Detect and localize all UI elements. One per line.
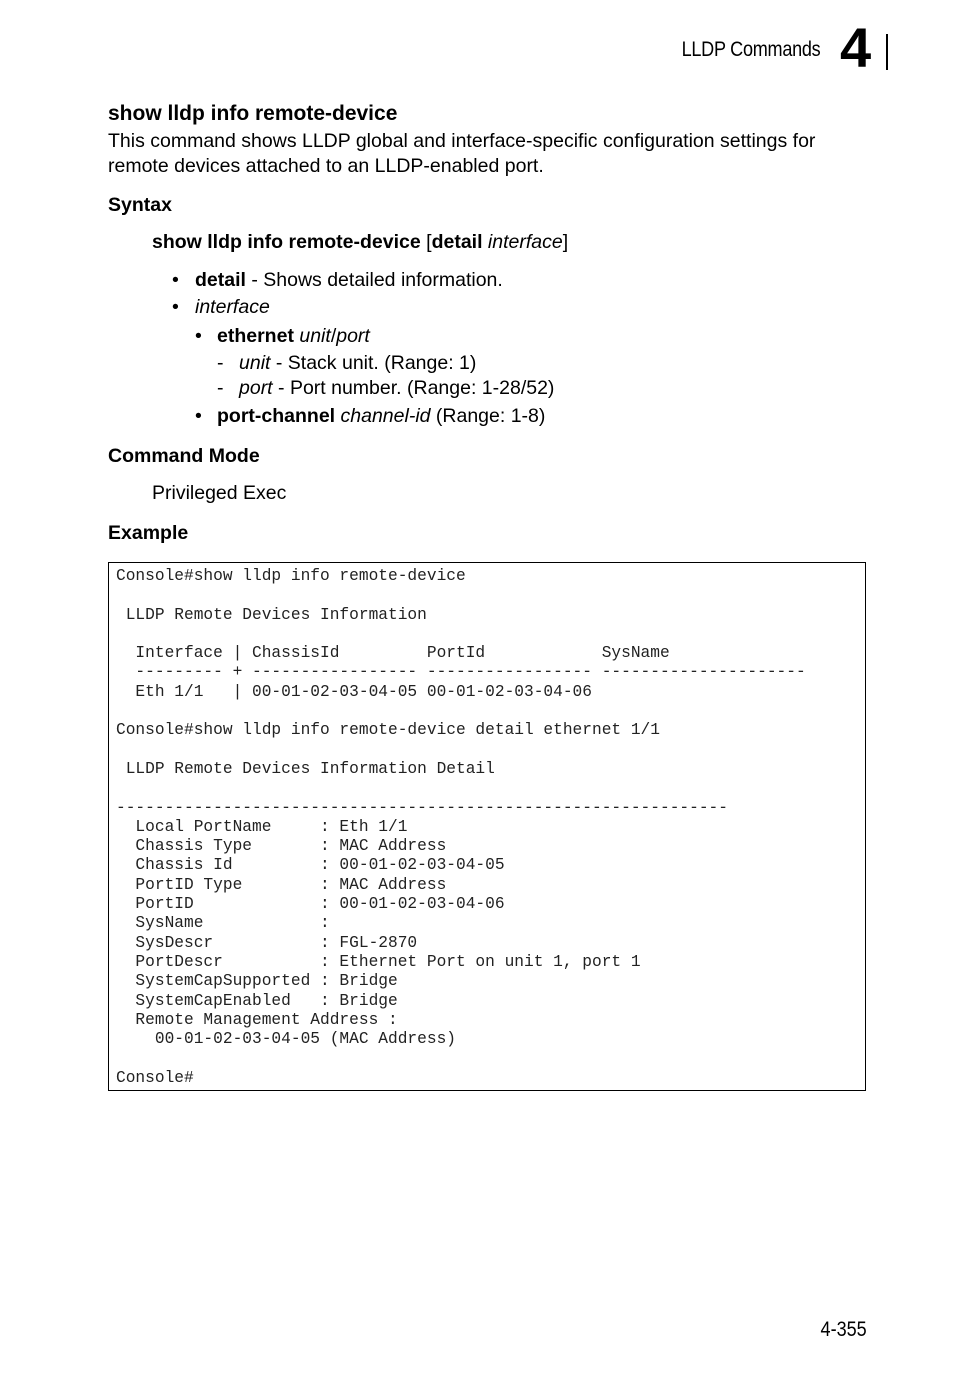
bullet-icon: • xyxy=(172,296,179,318)
running-header: LLDP Commands xyxy=(681,38,820,61)
param-ethernet xyxy=(217,325,370,348)
page-number: 4-355 xyxy=(820,1318,867,1341)
syntax-close-bracket: ] xyxy=(562,231,569,253)
command-mode-heading: Command Mode xyxy=(108,445,260,467)
param-unit xyxy=(239,352,476,375)
example-code-box xyxy=(108,562,866,1091)
param-ethernet-unit: unit xyxy=(299,325,331,347)
param-port xyxy=(239,377,554,400)
syntax-detail-keyword: detail xyxy=(431,231,483,253)
param-unit-keyword: unit xyxy=(239,352,271,374)
syntax-heading: Syntax xyxy=(108,194,172,216)
param-detail-keyword: detail xyxy=(195,269,246,291)
chapter-rule xyxy=(886,34,888,70)
param-detail xyxy=(195,269,503,292)
param-port-description: - Port number. (Range: 1-28/52) xyxy=(272,377,555,399)
param-interface xyxy=(195,296,270,319)
command-mode-value: Privileged Exec xyxy=(152,482,287,504)
example-code: Console#show lldp info remote-device LLDP Remote Devices Information Interface | ChassisId PortId SysName --------- + ----------------- ----------------- --------------------- Eth 1/1 | 00-01-02-03-04-05 00-01-02-03-04-06 Console#show lldp info remote-device detail ethernet 1/1 LLDP Remote Devices Information Detail --------------------------------------------------------------- Local PortName : Eth 1/1 Chassis Type : MAC Address Chassis Id : 00-01-02-03-04-05 PortID Type : MAC Address PortID : 00-01-02-03-04-06 SysName : SysDescr : FGL-2870 PortDescr : Ethernet Port on unit 1, port 1 SystemCapSupported : Bridge SystemCapEnabled : Bridge Remote Management Address : 00-01-02-03-04-05 (MAC Address) Console# xyxy=(116,567,806,1087)
syntax-command: show lldp info remote-device xyxy=(152,231,421,253)
dash-icon: - xyxy=(217,352,224,374)
bullet-icon: • xyxy=(172,269,179,291)
chapter-number: 4 xyxy=(840,16,872,79)
param-port-channel-arg: channel-id xyxy=(340,405,431,427)
syntax-open-bracket: [ xyxy=(420,231,432,253)
bullet-icon: • xyxy=(195,325,202,347)
param-ethernet-port: port xyxy=(336,325,370,347)
param-port-channel-keyword: port-channel xyxy=(217,405,336,427)
dash-icon: - xyxy=(217,377,224,399)
param-port-channel-description: (Range: 1-8) xyxy=(430,405,546,427)
syntax-line xyxy=(152,231,568,254)
bullet-icon: • xyxy=(195,405,202,427)
param-unit-description: - Stack unit. (Range: 1) xyxy=(270,352,477,374)
command-title: show lldp info remote-device xyxy=(108,102,398,125)
param-ethernet-separator: / xyxy=(330,325,337,347)
param-port-channel xyxy=(217,405,545,428)
param-detail-description: - Shows detailed information. xyxy=(245,269,503,291)
param-interface-keyword: interface xyxy=(195,296,270,318)
example-heading: Example xyxy=(108,522,189,544)
command-description: This command shows LLDP global and interface-specific configuration settings for remote devices attached to an LLDP-enabled port. xyxy=(108,130,816,177)
param-ethernet-keyword: ethernet xyxy=(217,325,294,347)
param-port-keyword: port xyxy=(239,377,273,399)
syntax-interface-arg: interface xyxy=(487,231,563,253)
